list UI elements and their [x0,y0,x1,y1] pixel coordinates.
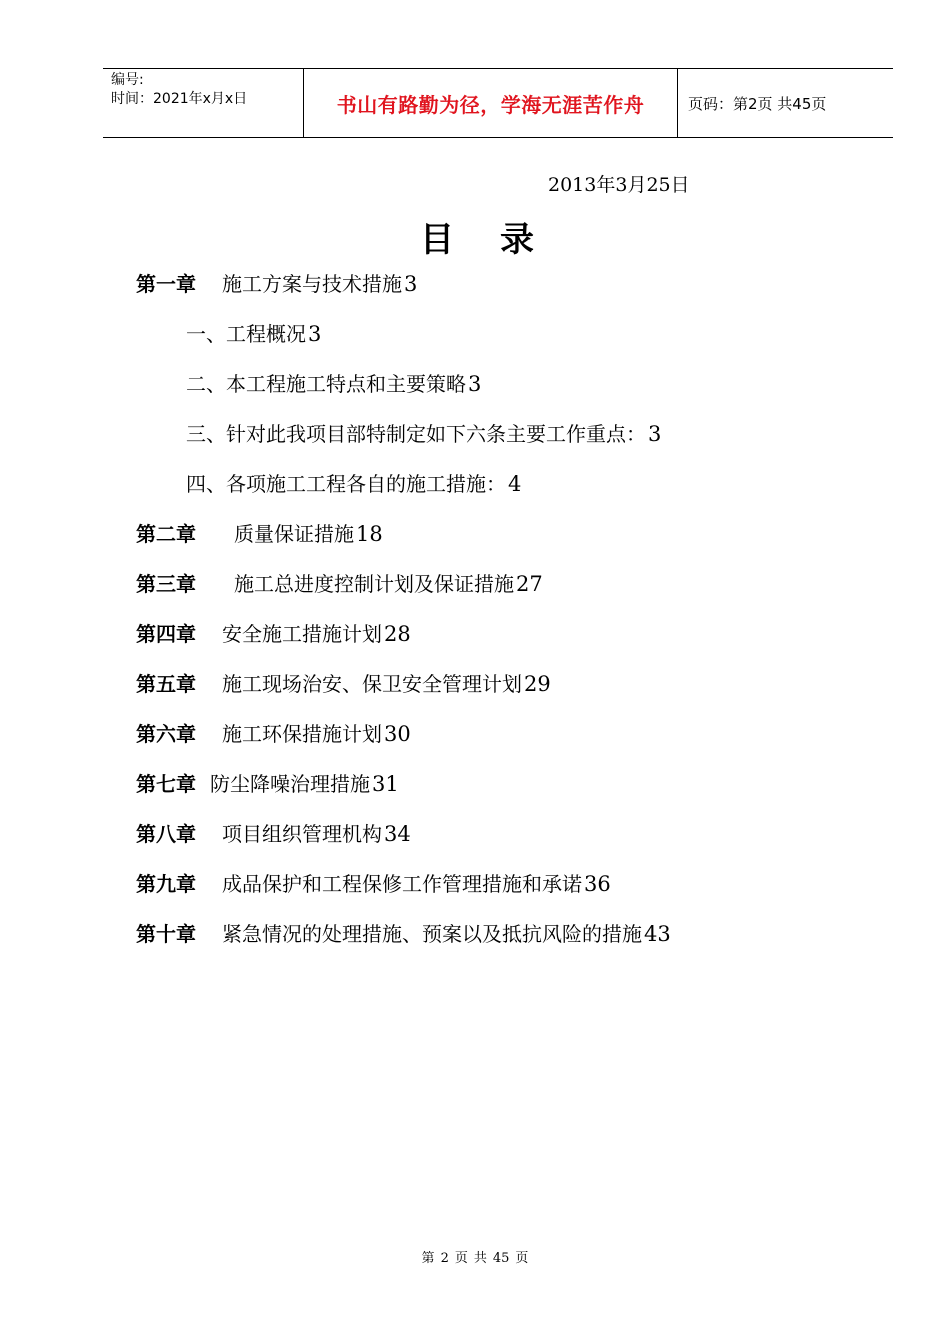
footer-page-word: 第 [421,1251,435,1266]
toc-entry-page: 4 [508,472,522,496]
footer-total-word: 共 [473,1251,487,1266]
toc-entry-label: 第六章 [136,722,196,746]
toc-entry-title: 项目组织管理机构 [222,822,382,846]
toc-entry-page: 29 [524,672,551,696]
toc-entry-page: 3 [648,422,662,446]
toc-entry-label: 第九章 [136,872,196,896]
footer-total-pages: 45 [492,1251,510,1266]
toc-entry-title: 防尘降噪治理措施 [210,772,370,796]
toc-entry-title: 针对此我项目部特制定如下六条主要工作重点： [226,422,646,446]
toc-entry-page: 3 [404,272,418,296]
page-header [103,68,893,138]
toc-entry-label: 第四章 [136,622,196,646]
toc-entry-label: 一、 [186,322,226,346]
toc-entry-page: 34 [384,822,411,846]
toc-entry-label: 第八章 [136,822,196,846]
toc-entry-label: 第五章 [136,672,196,696]
toc-entry-label: 四、 [186,472,226,496]
toc-entry-label: 第一章 [136,272,196,296]
toc-entry-title: 施工方案与技术措施 [222,272,402,296]
toc-entry-title: 紧急情况的处理措施、预案以及抵抗风险的措施 [222,922,642,946]
toc-entry-label: 第二章 [136,522,196,546]
toc-title: 目录 [420,220,580,260]
header-motto: 书山有路勤为径，学海无涯苦作舟 [304,69,678,137]
toc-entry-title: 施工总进度控制计划及保证措施 [234,572,514,596]
toc-entry-title: 各项施工工程各自的施工措施： [226,472,506,496]
header-page-info: 页码：第2页 共45页 [688,94,827,113]
toc-entry-title: 质量保证措施 [234,522,354,546]
footer-current-page: 2 [440,1251,449,1266]
toc-entry-label: 第十章 [136,922,196,946]
toc-entry-page: 36 [584,872,611,896]
toc-entry-title: 本工程施工特点和主要策略 [226,372,466,396]
header-meta [103,69,304,137]
toc-entry-label: 第七章 [136,772,196,796]
toc-entry-page: 30 [384,722,411,746]
footer-page-word: 页 [454,1251,468,1266]
number-label: 编号: [111,72,144,88]
toc-entry-page: 3 [468,372,482,396]
toc-entry-label: 二、 [186,372,226,396]
toc-entry-page: 28 [384,622,411,646]
time-label: 时间：2021年x月x日 [111,91,248,107]
page-footer [0,1247,950,1266]
toc-entry-title: 工程概况 [226,322,306,346]
document-date: 2013年3月25日 [548,174,690,196]
toc-entry-page: 3 [308,322,322,346]
toc-entry-page: 43 [644,922,671,946]
toc-entry-page: 27 [516,572,543,596]
toc-entry-label: 三、 [186,422,226,446]
toc-entry-title: 施工现场治安、保卫安全管理计划 [222,672,522,696]
toc-entry-label: 第三章 [136,572,196,596]
toc-entry-title: 安全施工措施计划 [222,622,382,646]
toc-entry-title: 施工环保措施计划 [222,722,382,746]
toc-entry-title: 成品保护和工程保修工作管理措施和承诺 [222,872,582,896]
toc-entry-page: 18 [356,522,383,546]
toc-entry-page: 31 [372,772,399,796]
footer-page-word: 页 [515,1251,529,1266]
